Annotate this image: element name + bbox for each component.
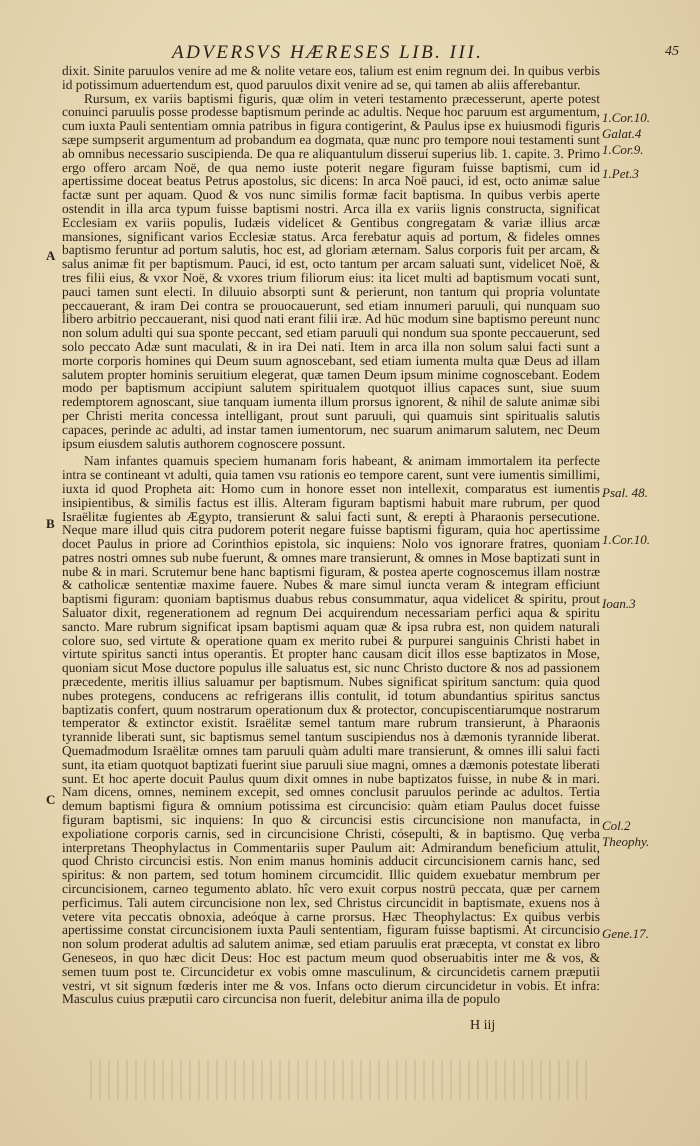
signature-mark: H iij (470, 1018, 496, 1033)
paragraph: dixit. Sinite paruulos venire ad me & nolite vetare eos, talium est enim regnum dei. In quibus verbis id potissimum aduertendum est, quod paruulos dixit venire ad se, qui tamen ab aliis afferebantur. (62, 63, 600, 92)
section-marker-a: A (46, 248, 56, 263)
margin-note: Psal. 48. (602, 485, 648, 500)
section-marker-c: C (46, 792, 56, 807)
margin-note: 1.Cor.10. (602, 110, 651, 125)
paragraph: Nam infantes quamuis speciem humanam foris habeant, & animam immortalem ita perfecte intra se contineant vt adulti, quia tamen vsu rationis eo tempore carent, sunt vere iumentis simillimi, iuxta id quod Propheta ait: Homo cum in honore esset non intellexit, comparatus est iumentis insipientibus, & similis factus est illis. Alteram figuram baptismi habuit mare rubrum, per quod Israëlitæ fugientes ab Ægypto, transierunt & salui facti sunt, & erepti à Pharaonis persecutione. Neque mare illud quis citra pudorem poterit negare fuisse baptismi figuram, quia hoc apertissime docet Paulus in priore ad Corinthios epistola, sic inquiens: Nolo vos ignorare fratres, quoniam patres nostri omnes sub nube fuerunt, & omnes mare transierunt, & omnes in Mose baptizati sunt in nube & in mari. Scrutemur bene hanc baptismi figuram, & postea aperte cognoscemus illam nostræ & catholicæ sententiæ maxime fauere. Nubes & mare simul iuncta veram & integram efficiunt baptismi figuram: quoniam baptismus duabus rebus consummatur, aqua videlicet & spiritu, prout Saluator dixit, regenerationem ad regnum Dei acquirendum necessariam perfici aqua & spiritu sancto. Mare rubrum significat ipsam baptismi aquam quæ & ipsa rubra est, non quidem naturali colore suo, sed virtute & operatione quam ex merito rubei & purpurei sanguinis Christi habet in virtute spiritus sancti intus operantis. Et propter hanc causam dicit illos esse baptizatos in Mose, quoniam sicut Mose ductore populus ille saluatus est, sic nunc Christo ductore & nos ad passionem præcedente, meritis illius saluamur per baptismum. Nubes significat spiritum sanctum: quia quod nubes protegens, conducens ac refrigerans illis contulit, id totum abundantius spiritus sanctus baptizatis confert, quum nostrarum operationum dux & protector, concupiscentiarumque nostrarum temperator & extinctor existit. Israëlitæ semel tantum mare rubrum transierunt, à Pharaonis tyrannide liberati sunt, sic baptismus semel tantum suscipiendus nos à dæmonis tyrannide liberat. Quemadmodum Israëlitæ omnes tam paruuli quàm adulti mare transierunt, & omnes illi salui facti sunt, ita etiam quotquot baptizati fuerint siue paruuli siue magni, omnes a dæmonis potestate liberati sunt. Et hoc aperte docuit Paulus quum dixit omnes in nube baptizatos fuisse, in nube & in mari. Nam dicens, omnes, neminem excepit, sed omnes conclusit paruulos perinde ac adultos. Tertia demum baptismi figura & omnium potissima est circuncisio: quàm etiam Paulus docet fuisse figuram baptismi, sic inquiens: In quo & circuncisi estis circuncisione non manufacta, in expoliatione corporis carnis, sed in circuncisione Christi, cósepulti, & in baptismo. Quę verba interpretans Theophylactus in Commentariis super Paulum ait: Admirandum beneficium attulit, quod Christo circuncisi estis. Non enim manus hominis adducit circuncisionem carnis hanc, sed spiritus: & non partem, sed totum hominem circumcidit. Illic quidem exuebatur membrum per circuncisionem, carneo tegumento ablato. hîc vero exuit corpus nostrū peccata, quæ per carnem perficimus. Tali autem circuncisione non lex, sed Christus circuncidit in baptismate, exuens nos à vetere vita peccatis obnoxia, adeóque à carne prorsus. Hæc Theophylactus: Ex quibus verbis apertissime constat circuncisionem iuxta Pauli sententiam, figuram fuisse baptismi. At circuncisio non solum proderat adultis ad salutem animæ, sed etiam paruulis erat præcepta, vt constat ex libro Geneseos, in quo hæc dicit Deus: Hoc est pactum meum quod obseruabitis inter me & vos, & semen tuum post te. Circuncidetur ex vobis omne masculinum, & circuncidetis carnem præputii vestri, vt sit signum fœderis inter me & vos. Infans octo dierum circuncidetur in vobis. Et infra: Masculus cuius præputii caro circuncisa non fuerit, delebitur anima illa de populo (62, 453, 600, 1007)
margin-note: Theophy. (602, 834, 650, 849)
margin-note: Galat.4 (602, 126, 642, 141)
main-text (62, 64, 600, 1006)
paragraph: Rursum, ex variis baptismi figuris, quæ olim in veteri testamento præcesserunt, aperte potest conuinci paruulis posse prodesse baptismum perinde ac adultis. Neque hoc paruum est argumentum, cum iuxta Pauli sententiam omnia patribus in figura contigerint, & Paulus ipse ex huiusmodi figuris sæpe sumpserit argumentum ad probandum ea dogmata, quæ nunc pro tempore noui testamenti sunt ab omnibus necessario suscipienda. De qua re aliquantulum disseruí superius lib. 1. capite. 3. Primo ergo offero arcam Noë, de qua nemo iuste poterit negare figuram fuisse baptismi, cum id apertissime doceat beatus Petrus apostolus, sic dicens: In arca Noë pauci, id est, octo animæ salue factæ sunt per aquam. Quod & vos nunc similis formæ facit baptisma. In quibus verbis aperte ostendit in illa arca typum fuisse baptismi nostri. Arca illa ex variis lignis constructa, significat Ecclesiam ex variis populis, Iudæis videlicet & Gentibus congregatam & variæ illius arcæ mansiones, significant varios Ecclesiæ status. Arca ferebatur aquis ad portum, & fideles omnes baptismo feruntur ad portum salutis, hoc est, ad gloriam æternam. Salus corporis fuit per arcam, & salus animæ fit per baptismum. Pauci, id est, octo tantum per arcam saluati sunt, videlicet Noë, & tres filii eius, & vxor Noë, & vxores trium filiorum eius: ita licet multi ad baptismum vocati sunt, pauci tamen sunt electi. In diluuio absorpti sunt & perierunt, non tantum qui propria voluntate peccauerant, & iram Dei contra se prouocauerunt, sed etiam innumeri paruuli, qui nunquam suo libero arbitrio peccauerant, nisi quod nati erant filii iræ. Ad hūc modum sine baptismo pereunt nunc non solum adulti qui sua sponte peccant, sed etiam paruuli qui nondum sua sponte peccauerunt, sed solo peccato Adæ sunt maculati, & in ira Dei nati. Item in arca illa non solum salui facti sunt a morte corporis homines qui Deum suum agnoscebant, sed etiam iumenta multa quæ Deus ad illam salutem propter hominis seruitium elegerat, quæ tamen Deum ipsum minime cognoscebant. Eodem modo per baptismum accipiunt salutem spiritualem quotquot illius capaces sunt, siue suum redemptorem agnoscant, siue tanquam iumenta illum prorsus ignorent, & nihil de salute animæ sibi per Christi merita concessa intelligant, prout sunt paruuli, qui quamuis sint spiritualis salutis capaces, perinde ac adulti, ad instar tamen iumentorum, nec suarum animarum salutem, nec Deum ipsum eiusdem salutis authorem cognoscere possunt. (62, 90, 600, 451)
margin-note: Gene.17. (602, 926, 649, 941)
page-number: 45 (665, 44, 679, 59)
margin-note: 1.Cor.10. (602, 532, 651, 547)
margin-note: 1.Cor.9. (602, 142, 644, 157)
margin-note: 1.Pet.3 (602, 166, 639, 181)
running-head: ADVERSVS HÆRESES LIB. III. (172, 42, 484, 63)
margin-note: Ioan.3 (602, 596, 636, 611)
show-through-shadow (90, 1060, 590, 1100)
margin-note: Col.2 (602, 818, 631, 833)
section-marker-b: B (46, 516, 55, 531)
